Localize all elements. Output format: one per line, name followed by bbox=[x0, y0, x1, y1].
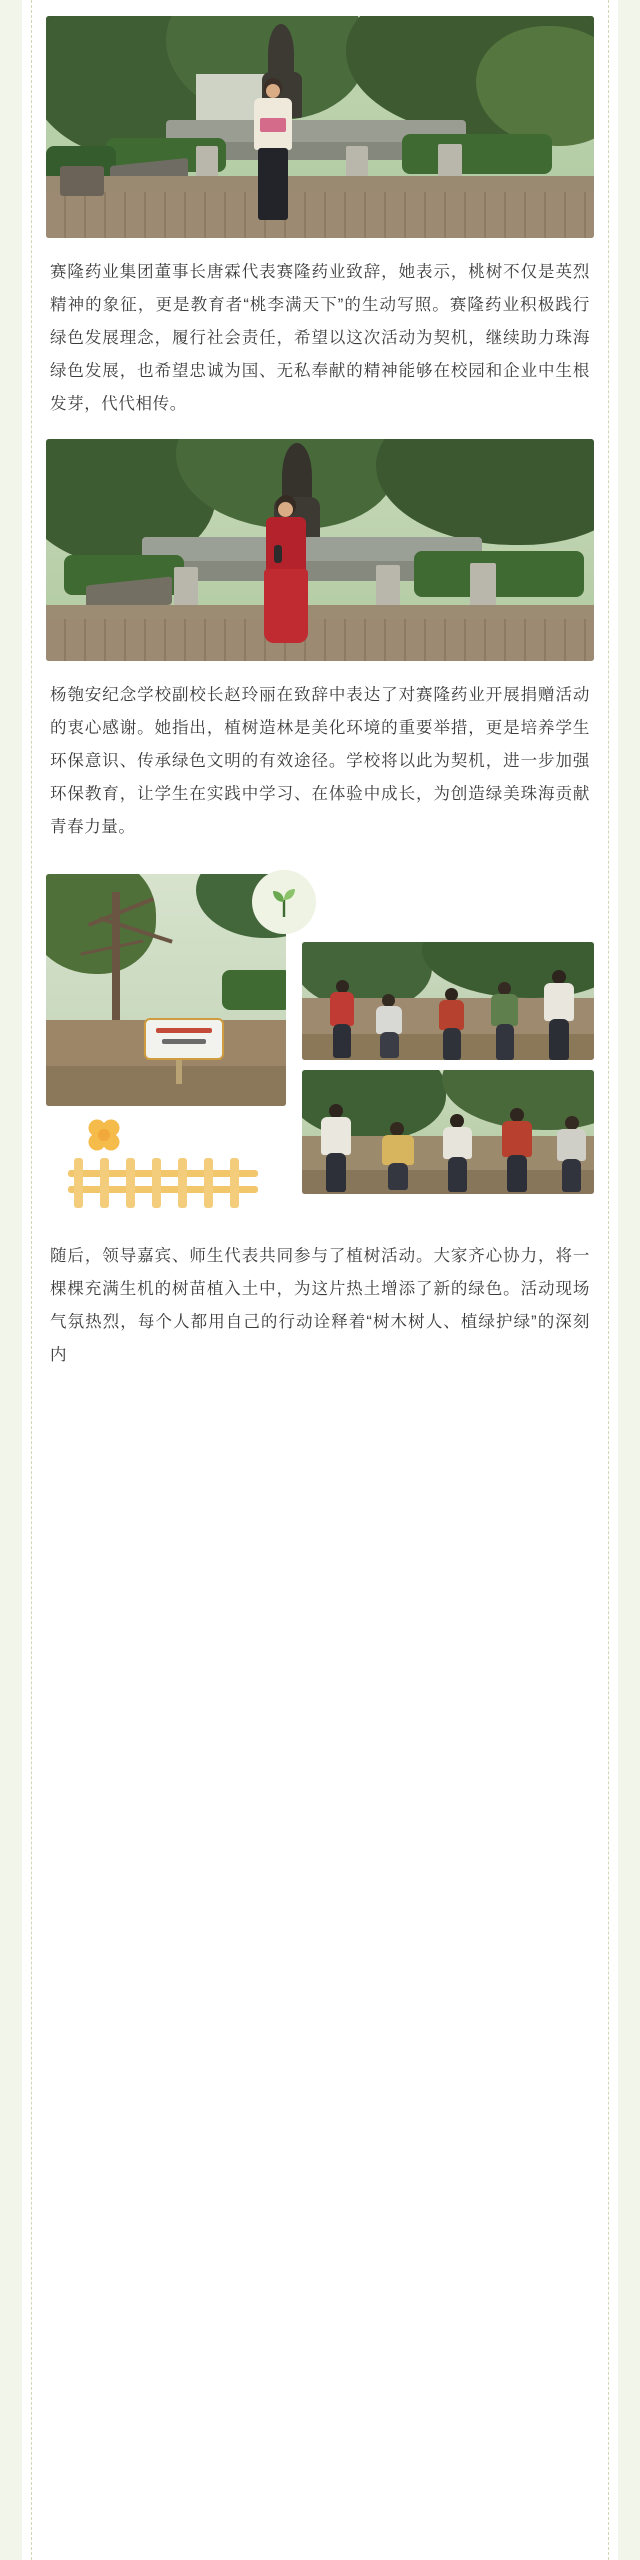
sprout-badge-icon bbox=[252, 870, 316, 934]
article-content bbox=[46, 0, 594, 2560]
frame-band-left bbox=[0, 0, 22, 2560]
photo-speech-red-dress[interactable] bbox=[46, 439, 594, 661]
flower-icon bbox=[84, 1116, 124, 1156]
photo-planted-tree-with-sign[interactable] bbox=[46, 874, 286, 1106]
photo-speech-plaza[interactable] bbox=[46, 16, 594, 238]
sprout-icon bbox=[270, 886, 298, 918]
paragraph-planting-activity: 随后，领导嘉宾、师生代表共同参与了植树活动。大家齐心协力，将一棵棵充满生机的树苗植入土中，为这片热土增添了新的绿色。活动现场气氛热烈，每个人都用自己的行动诠释着“树木树人、植绿护绿”的深刻内 bbox=[50, 1247, 590, 1364]
frame-dashed-line-left bbox=[31, 0, 32, 2560]
frame-band-right bbox=[618, 0, 640, 2560]
photo-speech-red-dress-scene bbox=[46, 439, 594, 661]
photo-planting-group-b[interactable] bbox=[302, 1070, 594, 1194]
photo-speech-plaza-scene bbox=[46, 16, 594, 238]
paragraph-vice-principal-speech: 杨匏安纪念学校副校长赵玲丽在致辞中表达了对赛隆药业开展捐赠活动的衷心感谢。她指出，植树造林是美化环境的重要举措，更是培养学生环保意识、传承绿色文明的有效途径。学校将以此为契机，进一步加强环保教育，让学生在实践中学习、在体验中成长，为创造绿美珠海贡献青春力量。 bbox=[50, 686, 590, 836]
photo-planting-group-a[interactable] bbox=[302, 942, 594, 1060]
photo-collage-tree-planting bbox=[46, 864, 594, 1218]
frame-dashed-line-right bbox=[608, 0, 609, 2560]
paragraph-tang-lin-speech: 赛隆药业集团董事长唐霖代表赛隆药业致辞，她表示，桃树不仅是英烈精神的象征，更是教育者“桃李满天下”的生动写照。赛隆药业积极践行绿色发展理念，履行社会责任，希望以这次活动为契机，继续助力珠海绿色发展，也希望忠诚为国、无私奉献的精神能够在校园和企业中生根发芽，代代相传。 bbox=[50, 263, 590, 413]
fence-icon bbox=[68, 1154, 258, 1208]
